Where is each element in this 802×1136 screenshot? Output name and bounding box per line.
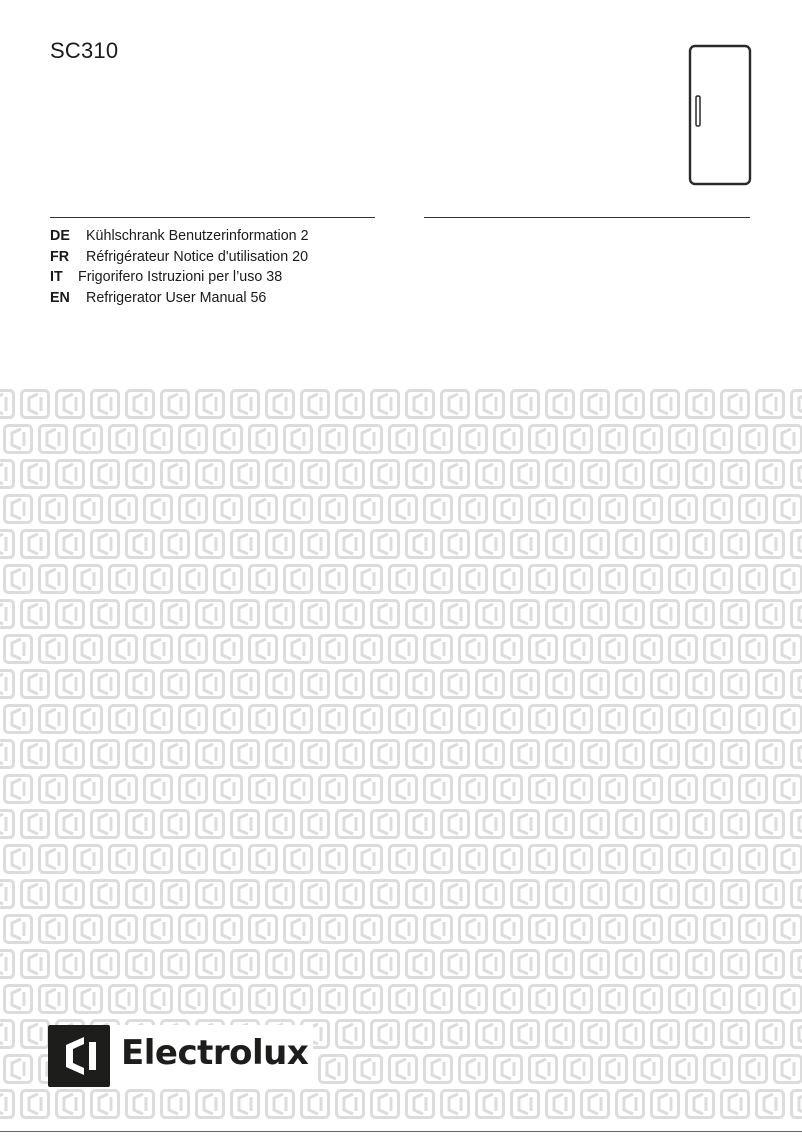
divider-right (424, 217, 750, 218)
language-code: FR (50, 248, 70, 265)
language-title: Réfrigérateur Notice d'utilisation 20 (86, 248, 309, 265)
brand-name: Electrolux (121, 1033, 309, 1073)
language-list (50, 226, 309, 308)
language-code: DE (50, 228, 70, 244)
language-entry-it (50, 267, 309, 288)
language-code: IT (50, 269, 63, 285)
divider-left (50, 217, 375, 218)
page-edge-line (0, 1131, 802, 1132)
language-title: Refrigerator User Manual 56 (86, 289, 267, 306)
model-title: SC310 (50, 38, 119, 63)
refrigerator-icon (688, 44, 752, 186)
language-code: EN (50, 289, 70, 306)
brand-logo-block (48, 1025, 313, 1089)
language-title: Kühlschrank Benutzerinformation 2 (86, 228, 309, 244)
language-entry-fr (50, 247, 309, 268)
electrolux-logo-icon (48, 1025, 110, 1087)
language-entry-de (50, 226, 309, 247)
logo-pattern-background (0, 385, 802, 1120)
language-title: Frigorifero Istruzioni per l’uso 38 (78, 269, 283, 285)
language-entry-en (50, 288, 309, 309)
